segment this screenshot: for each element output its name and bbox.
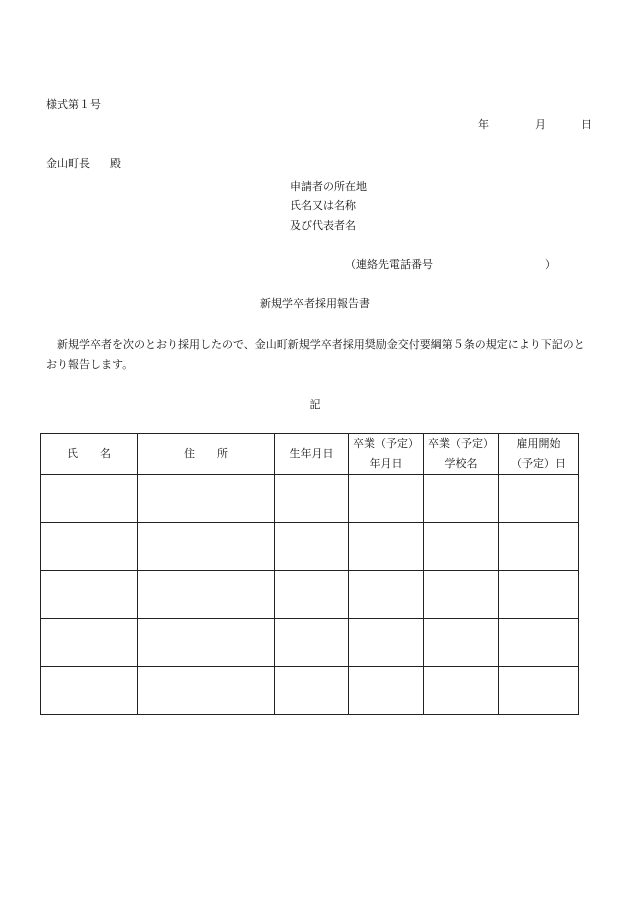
address-cell[interactable] — [138, 523, 275, 571]
employment-start-cell[interactable] — [499, 571, 579, 619]
name-cell[interactable] — [41, 571, 138, 619]
birthdate-cell[interactable] — [275, 571, 349, 619]
applicant-representative-label: 及び代表者名 — [290, 219, 356, 232]
header-employment-start: 雇用開始 （予定）日 — [499, 434, 579, 475]
date-month: 月 — [535, 118, 546, 131]
employment-start-cell[interactable] — [499, 619, 579, 667]
contact-phone — [345, 258, 556, 272]
addressee-name: 金山町長 — [46, 157, 90, 170]
graduation-date-cell[interactable] — [349, 667, 424, 715]
table-row — [41, 667, 579, 715]
table-header-row — [41, 434, 579, 475]
table-row — [41, 475, 579, 523]
date-line — [478, 118, 592, 132]
header-birthdate: 生年月日 — [275, 434, 349, 475]
contact-phone-label: （連絡先電話番号 — [345, 258, 433, 271]
birthdate-cell[interactable] — [275, 619, 349, 667]
name-cell[interactable] — [41, 475, 138, 523]
school-name-cell[interactable] — [424, 523, 499, 571]
table-body — [41, 475, 579, 715]
addressee — [46, 157, 121, 171]
date-year: 年 — [478, 118, 489, 131]
name-cell[interactable] — [41, 619, 138, 667]
name-cell[interactable] — [41, 667, 138, 715]
table-row — [41, 619, 579, 667]
addressee-honorific: 殿 — [110, 157, 121, 170]
address-cell[interactable] — [138, 475, 275, 523]
report-table — [40, 433, 579, 715]
document-title: 新規学卒者採用報告書 — [260, 297, 370, 310]
address-cell[interactable] — [138, 667, 275, 715]
form-number: 様式第１号 — [46, 98, 101, 111]
graduation-date-cell[interactable] — [349, 523, 424, 571]
graduation-date-cell[interactable] — [349, 619, 424, 667]
contact-phone-close: ） — [545, 258, 556, 271]
applicant-address-label: 申請者の所在地 — [290, 180, 367, 193]
school-name-cell[interactable] — [424, 667, 499, 715]
header-school-name: 卒業（予定） 学校名 — [424, 434, 499, 475]
birthdate-cell[interactable] — [275, 475, 349, 523]
employment-start-cell[interactable] — [499, 523, 579, 571]
school-name-cell[interactable] — [424, 475, 499, 523]
body-text: 新規学卒者を次のとおり採用したので、金山町新規学卒者採用奨励金交付要綱第５条の規定により下記のとおり報告します。 — [46, 338, 585, 371]
employment-start-cell[interactable] — [499, 667, 579, 715]
birthdate-cell[interactable] — [275, 667, 349, 715]
address-cell[interactable] — [138, 571, 275, 619]
employment-start-cell[interactable] — [499, 475, 579, 523]
table-row — [41, 523, 579, 571]
header-address: 住 所 — [138, 434, 275, 475]
graduation-date-cell[interactable] — [349, 475, 424, 523]
header-graduation-date: 卒業（予定） 年月日 — [349, 434, 424, 475]
school-name-cell[interactable] — [424, 619, 499, 667]
applicant-name-label: 氏名又は名称 — [290, 199, 356, 212]
table-row — [41, 571, 579, 619]
date-day: 日 — [581, 118, 592, 131]
address-cell[interactable] — [138, 619, 275, 667]
birthdate-cell[interactable] — [275, 523, 349, 571]
name-cell[interactable] — [41, 523, 138, 571]
graduation-date-cell[interactable] — [349, 571, 424, 619]
ki-heading: 記 — [309, 398, 321, 411]
header-name: 氏 名 — [41, 434, 138, 475]
school-name-cell[interactable] — [424, 571, 499, 619]
